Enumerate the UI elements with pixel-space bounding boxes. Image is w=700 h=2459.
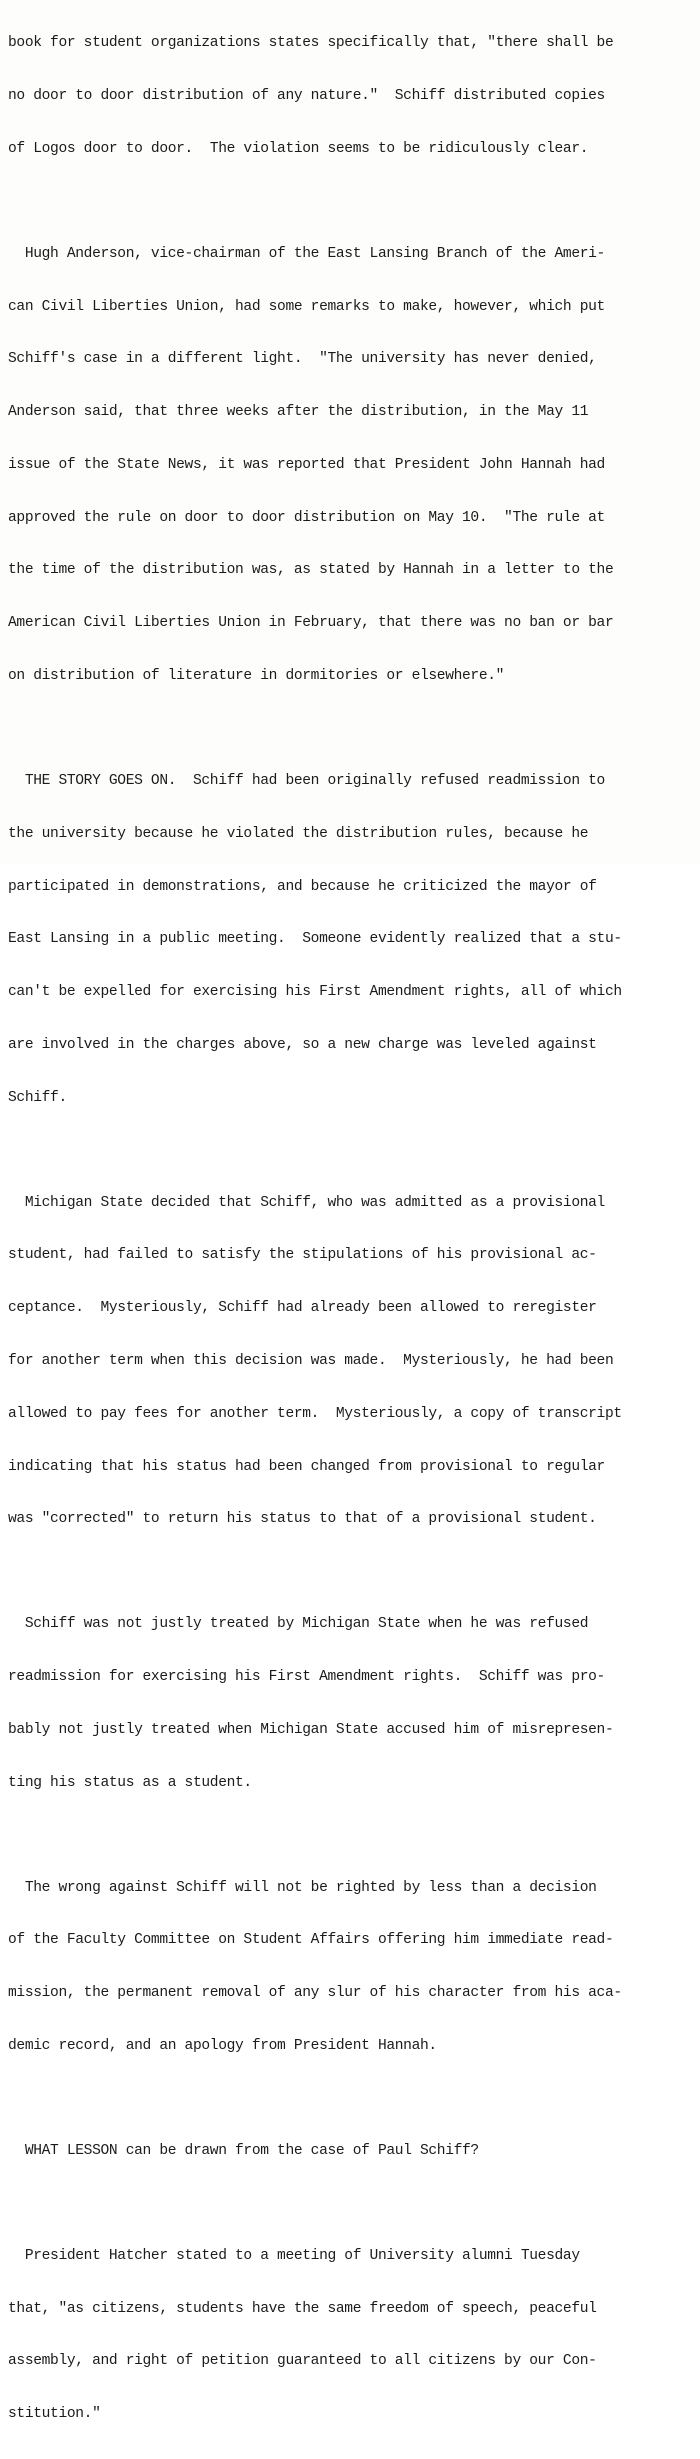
text-line: book for student organizations states specifically that, "there shall be — [8, 35, 614, 52]
text-line: are involved in the charges above, so a new charge was leveled against — [8, 1036, 597, 1053]
paragraph-lesson — [8, 2108, 700, 2196]
text-line: can Civil Liberties Union, had some remarks to make, however, which put — [8, 298, 605, 315]
text-line: The wrong against Schiff will not be righted by less than a decision — [8, 1879, 597, 1896]
text-line: bably not justly treated when Michigan State accused him of misrepresen- — [8, 1721, 614, 1738]
text-line: THE STORY GOES ON. Schiff had been originally refused readmission to — [8, 772, 605, 789]
text-line: was "corrected" to return his status to that of a provisional student. — [8, 1511, 597, 1528]
text-line: can't be expelled for exercising his First Amendment rights, all of which — [8, 984, 622, 1001]
text-line: stitution." — [8, 2406, 101, 2423]
text-line: no door to door distribution of any nature." Schiff distributed copies — [8, 87, 605, 104]
text-line: indicating that his status had been changed from provisional to regular — [8, 1458, 605, 1475]
text-line: the university because he violated the distribution rules, because he — [8, 825, 589, 842]
text-line: ceptance. Mysteriously, Schiff had already been allowed to reregister — [8, 1300, 597, 1317]
paragraph-gap — [8, 1827, 700, 1844]
text-line: readmission for exercising his First Amendment rights. Schiff was pro- — [8, 1669, 605, 1686]
text-line: Hugh Anderson, vice-chairman of the East Lansing Branch of the Ameri- — [8, 245, 605, 262]
text-line: President Hatcher stated to a meeting of University alumni Tuesday — [8, 2247, 580, 2264]
text-line: for another term when this decision was made. Mysteriously, he had been — [8, 1352, 614, 1369]
paragraph-gap — [8, 1142, 700, 1159]
paragraph-gap — [8, 2196, 700, 2213]
text-line: mission, the permanent removal of any slur of his character from his aca- — [8, 1985, 622, 2002]
paragraph-gap — [8, 2091, 700, 2108]
text-line: demic record, and an apology from President Hannah. — [8, 2037, 437, 2054]
paragraph-gap — [8, 194, 700, 211]
text-line: approved the rule on door to door distribution on May 10. "The rule at — [8, 509, 605, 526]
text-line: WHAT LESSON can be drawn from the case of Paul Schiff? — [8, 2142, 479, 2159]
text-line: the time of the distribution was, as stated by Hannah in a letter to the — [8, 562, 614, 579]
paragraph-gap — [8, 721, 700, 738]
paragraph-hatcher — [8, 2213, 700, 2459]
paragraph-anderson — [8, 211, 700, 721]
text-line: issue of the State News, it was reported that President John Hannah had — [8, 456, 605, 473]
text-line: Schiff's case in a different light. "The university has never denied, — [8, 351, 597, 368]
text-line: participated in demonstrations, and because he criticized the mayor of — [8, 878, 597, 895]
text-line: assembly, and right of petition guaranteed to all citizens by our Con- — [8, 2353, 597, 2370]
paragraph-intro — [8, 0, 700, 194]
paragraph-story — [8, 738, 700, 1143]
text-line: of the Faculty Committee on Student Affairs offering him immediate read- — [8, 1932, 614, 1949]
text-line: that, "as citizens, students have the same freedom of speech, peaceful — [8, 2300, 597, 2317]
text-line: of Logos door to door. The violation seems to be ridiculously clear. — [8, 140, 589, 157]
text-line: Anderson said, that three weeks after the distribution, in the May 11 — [8, 404, 589, 421]
text-line: American Civil Liberties Union in February, that there was no ban or bar — [8, 615, 614, 632]
text-line: on distribution of literature in dormitories or elsewhere." — [8, 667, 505, 684]
text-line: allowed to pay fees for another term. Mysteriously, a copy of transcript — [8, 1405, 622, 1422]
paragraph-michigan — [8, 1159, 700, 1564]
text-line: Michigan State decided that Schiff, who was admitted as a provisional — [8, 1194, 605, 1211]
text-line: student, had failed to satisfy the stipulations of his provisional ac- — [8, 1247, 597, 1264]
text-line: Schiff was not justly treated by Michigan State when he was refused — [8, 1616, 589, 1633]
paragraph-gap — [8, 1564, 700, 1581]
paragraph-unjust — [8, 1581, 700, 1827]
text-line: Schiff. — [8, 1089, 67, 1106]
text-line: ting his status as a student. — [8, 1774, 252, 1791]
paragraph-wrong — [8, 1844, 700, 2090]
text-line: East Lansing in a public meeting. Someone evidently realized that a stu- — [8, 931, 622, 948]
